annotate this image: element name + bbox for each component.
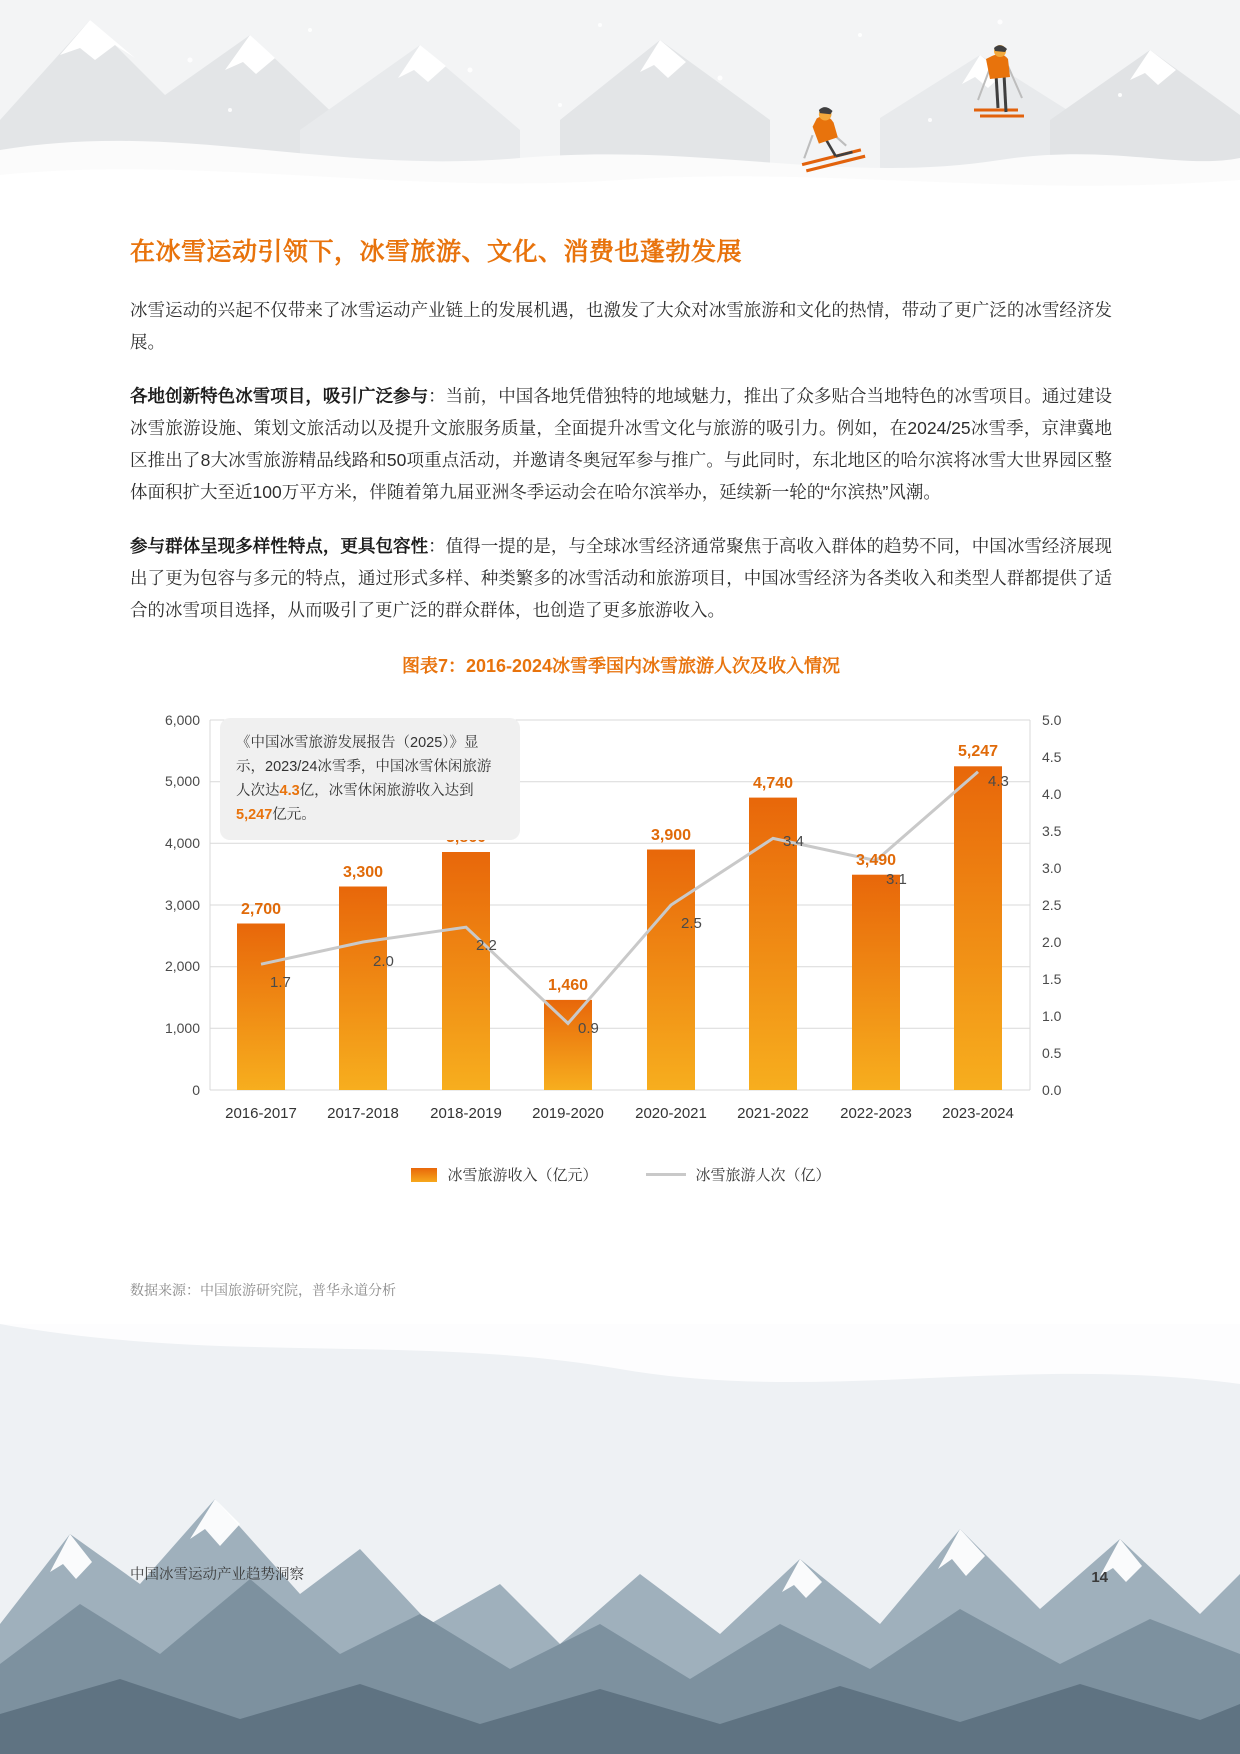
svg-text:4,740: 4,740	[752, 775, 794, 792]
svg-text:5,000: 5,000	[164, 773, 200, 789]
svg-text:2016-2017: 2016-2017	[225, 1105, 297, 1122]
svg-text:2021-2022: 2021-2022	[737, 1105, 809, 1122]
svg-text:2.2: 2.2	[476, 937, 497, 954]
legend-item-visits	[646, 1164, 831, 1185]
svg-text:2017-2018: 2017-2018	[327, 1105, 399, 1122]
svg-text:5,247: 5,247	[957, 743, 999, 760]
svg-text:5.0: 5.0	[1042, 712, 1062, 728]
chart-figure	[130, 690, 1112, 1210]
svg-text:3.0: 3.0	[1042, 860, 1062, 876]
svg-text:2023-2024: 2023-2024	[942, 1105, 1014, 1122]
svg-text:2.5: 2.5	[681, 915, 702, 932]
legend-item-revenue	[411, 1164, 597, 1185]
svg-text:4,000: 4,000	[164, 835, 200, 851]
svg-text:3.4: 3.4	[783, 833, 804, 850]
snow-mountains-graphic	[0, 0, 1240, 200]
svg-text:3.5: 3.5	[1042, 823, 1062, 839]
svg-text:2019-2020: 2019-2020	[532, 1105, 604, 1122]
legend-label-revenue: 冰雪旅游收入（亿元）	[447, 1167, 598, 1184]
callout-text-3: 亿元。	[272, 807, 316, 823]
svg-text:3,900: 3,900	[650, 827, 692, 844]
svg-text:0.5: 0.5	[1042, 1045, 1062, 1061]
svg-text:3.1: 3.1	[886, 871, 907, 888]
svg-text:2,700: 2,700	[240, 901, 282, 918]
svg-text:2018-2019: 2018-2019	[430, 1105, 502, 1122]
header-banner-illustration	[0, 0, 1240, 200]
legend-line-swatch-icon	[646, 1173, 686, 1176]
svg-text:0.0: 0.0	[1042, 1082, 1062, 1098]
page-content	[130, 232, 1112, 1210]
paragraph-2: 各地创新特色冰雪项目，吸引广泛参与：当前，中国各地凭借独特的地域魅力，推出了众多贴合当地特色的冰雪项目。通过建设冰雪旅游设施、策划文旅活动以及提升文旅服务质量，全面提升冰雪文化与旅游的吸引力。例如，在2024/25冰雪季，京津冀地区推出了8大冰雪旅游精品线路和50项重点活动，并邀请冬奥冠军参与推广。与此同时，东北地区的哈尔滨将冰雪大世界园区整体面积扩大至近100万平方米，伴随着第九届亚洲冬季运动会在哈尔滨举办，延续新一轮的“尔滨热”风潮。	[130, 386, 1113, 502]
legend-bar-swatch-icon	[411, 1168, 437, 1182]
svg-text:2.5: 2.5	[1042, 897, 1062, 913]
callout-text-2: 亿，冰雪休闲旅游收入达到	[299, 783, 474, 799]
svg-text:1,000: 1,000	[164, 1020, 200, 1036]
svg-text:6,000: 6,000	[164, 712, 200, 728]
page-title: 在冰雪运动引领下，冰雪旅游、文化、消费也蓬勃发展	[130, 238, 743, 266]
svg-text:4.3: 4.3	[988, 773, 1009, 790]
svg-text:2022-2023: 2022-2023	[840, 1105, 912, 1122]
footer-document-title: 中国冰雪运动产业趋势洞察	[130, 1567, 304, 1583]
svg-text:1.5: 1.5	[1042, 971, 1062, 987]
svg-text:2,000: 2,000	[164, 958, 200, 974]
svg-text:1,460: 1,460	[547, 977, 589, 994]
svg-text:3,000: 3,000	[164, 897, 200, 913]
chart-legend	[130, 1164, 1112, 1185]
x-axis-labels	[225, 1105, 1014, 1122]
svg-text:0: 0	[192, 1082, 200, 1098]
paragraph-3: 参与群体呈现多样性特点，更具包容性：值得一提的是，与全球冰雪经济通常聚焦于高收入群体的趋势不同，中国冰雪经济展现出了更为包容与多元的特点，通过形式多样、种类繁多的冰雪活动和旅游项目，中国冰雪经济为各类收入和类型人群都提供了适合的冰雪项目选择，从而吸引了更广泛的群众群体，也创造了更多旅游收入。	[130, 536, 1113, 620]
callout-highlight-2: 5,247	[236, 807, 273, 823]
svg-text:1.0: 1.0	[1042, 1008, 1062, 1024]
svg-text:4.5: 4.5	[1042, 749, 1062, 765]
svg-text:1.7: 1.7	[270, 974, 291, 991]
svg-text:4.0: 4.0	[1042, 786, 1062, 802]
callout-highlight-1: 4.3	[279, 783, 300, 799]
svg-text:3,300: 3,300	[342, 864, 384, 881]
page-number: 14	[1091, 1569, 1108, 1586]
footer-mountains-graphic	[0, 1324, 1240, 1754]
svg-text:2.0: 2.0	[1042, 934, 1062, 950]
footer-mountain-photo	[0, 1324, 1240, 1754]
callout-text-1: 《中国冰雪旅游发展报告（2025）》显示，2023/24冰雪季，中国冰雪休闲旅游人次达	[236, 735, 492, 799]
svg-text:2020-2021: 2020-2021	[635, 1105, 707, 1122]
svg-text:0.9: 0.9	[578, 1020, 599, 1037]
chart-source-note: 数据来源：中国旅游研究院，普华永道分析	[130, 1282, 396, 1298]
svg-text:2.0: 2.0	[373, 953, 394, 970]
paragraph-1: 冰雪运动的兴起不仅带来了冰雪运动产业链上的发展机遇，也激发了大众对冰雪旅游和文化的热情，带动了更广泛的冰雪经济发展。	[130, 300, 1112, 352]
svg-text:3,490: 3,490	[855, 852, 897, 869]
chart-callout-note	[220, 718, 520, 840]
legend-label-visits: 冰雪旅游人次（亿）	[695, 1167, 831, 1184]
chart-title: 图表7：2016-2024冰雪季国内冰雪旅游人次及收入情况	[401, 656, 841, 676]
